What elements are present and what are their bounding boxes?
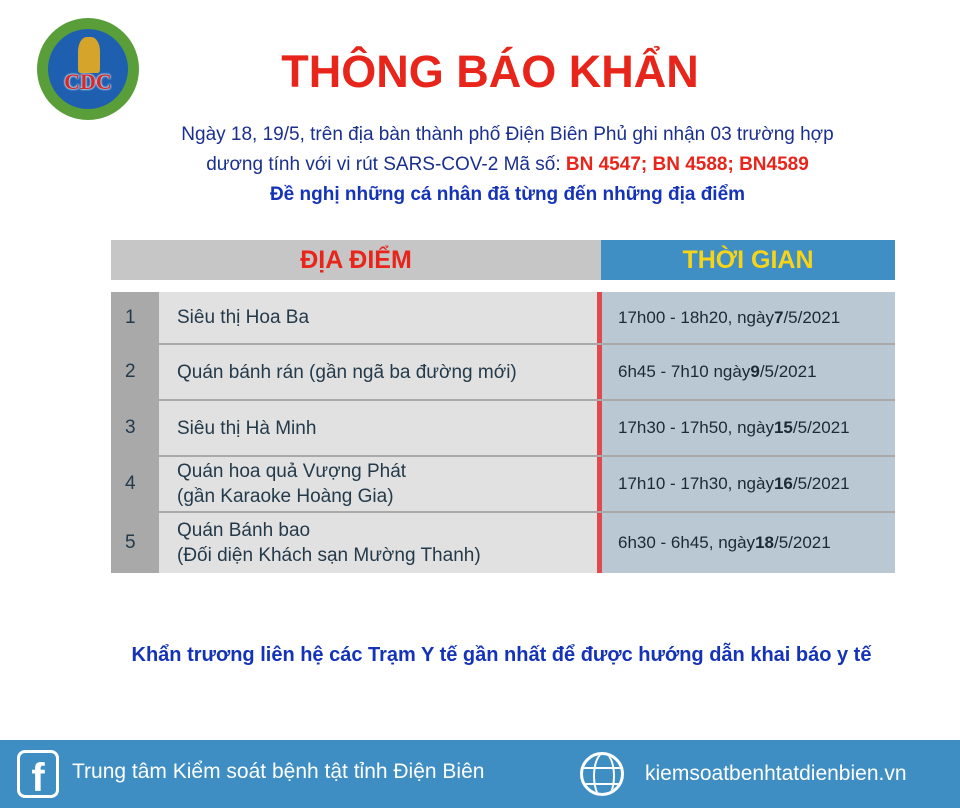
time-text: /5/2021 xyxy=(773,533,831,552)
header-location: ĐỊA ĐIỂM xyxy=(111,240,601,280)
location-text: Siêu thị Hoa Ba xyxy=(177,307,310,328)
row-number: 4 xyxy=(111,457,159,511)
intro-line-2 xyxy=(0,150,960,180)
row-time xyxy=(602,513,895,573)
time-text: 6h30 - 6h45, ngày xyxy=(618,533,756,552)
table-header xyxy=(111,240,895,280)
location-text: Quán bánh rán (gần ngã ba đường mới) xyxy=(177,361,517,383)
row-number: 1 xyxy=(111,292,159,343)
logo-text: CDC xyxy=(64,69,112,94)
row-location xyxy=(159,345,602,399)
intro-text: dương tính với vi rút SARS-COV-2 Mã số: xyxy=(206,154,566,175)
facebook-icon[interactable]: f xyxy=(17,750,59,798)
facebook-page-name[interactable]: Trung tâm Kiểm soát bệnh tật tỉnh Điện Biên xyxy=(72,760,485,783)
row-time xyxy=(602,292,895,343)
time-text: /5/2021 xyxy=(792,418,850,437)
location-note: (gần Karaoke Hoàng Gia) xyxy=(177,486,394,507)
time-day: 9 xyxy=(750,362,760,381)
time-text: 17h10 - 17h30, ngày xyxy=(618,474,774,493)
time-text: 17h30 - 17h50, ngày xyxy=(618,418,774,437)
row-number: 2 xyxy=(111,345,159,399)
row-location xyxy=(159,292,602,343)
time-day: 16 xyxy=(773,474,793,493)
time-text: 17h00 - 18h20, ngày xyxy=(618,307,774,327)
table-row xyxy=(111,292,895,345)
table-row xyxy=(111,345,895,401)
time-text: /5/2021 xyxy=(759,362,817,381)
header-time: THỜI GIAN xyxy=(601,240,895,280)
row-time xyxy=(602,457,895,511)
row-time xyxy=(602,401,895,455)
row-time xyxy=(602,345,895,399)
website-link[interactable]: kiemsoatbenhtatdienbien.vn xyxy=(645,762,907,785)
time-day: 7 xyxy=(773,307,784,327)
time-text: /5/2021 xyxy=(792,474,850,493)
intro xyxy=(0,120,960,210)
page-title: THÔNG BÁO KHẨN xyxy=(281,46,699,97)
time-day: 15 xyxy=(773,418,793,437)
row-number: 3 xyxy=(111,401,159,455)
locations-table xyxy=(111,292,895,573)
location-text: Quán Bánh bao xyxy=(177,520,311,541)
footer xyxy=(0,740,960,808)
urgent-notice: Khẩn trương liên hệ các Trạm Y tế gần nhất để được hướng dẫn khai báo y tế xyxy=(131,644,872,666)
table-row xyxy=(111,457,895,513)
globe-icon xyxy=(580,752,624,796)
table-row xyxy=(111,513,895,573)
time-day: 18 xyxy=(755,533,774,552)
location-text: Quán hoa quả Vượng Phát xyxy=(177,461,407,482)
time-text: /5/2021 xyxy=(783,307,841,327)
row-location xyxy=(159,401,602,455)
location-note: (Đối diện Khách sạn Mường Thanh) xyxy=(177,545,481,566)
row-number: 5 xyxy=(111,513,159,573)
row-location xyxy=(159,457,602,511)
case-codes: BN 4547; BN 4588; BN4589 xyxy=(565,154,809,175)
table-row xyxy=(111,401,895,457)
time-text: 6h45 - 7h10 ngày xyxy=(618,362,751,381)
intro-line-1: Ngày 18, 19/5, trên địa bàn thành phố Điện Biên Phủ ghi nhận 03 trường hợp xyxy=(181,124,834,145)
intro-line-3: Đề nghị những cá nhân đã từng đến những địa điểm xyxy=(269,184,746,205)
location-text: Siêu thị Hà Minh xyxy=(177,417,317,439)
row-location xyxy=(159,513,602,573)
